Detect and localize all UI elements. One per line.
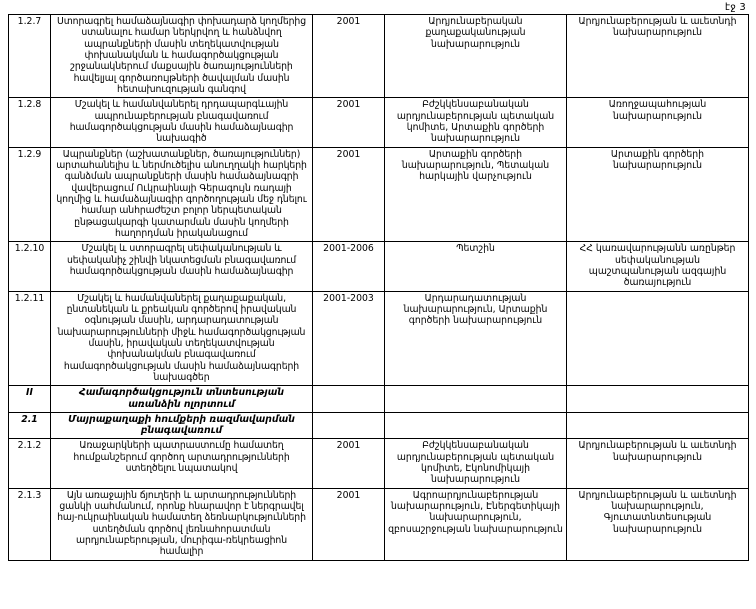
row-organization-secondary: Արդյունաբերության և աւետնդի նախարարություն, Գյուտատնտեսության նախարարություն [567,488,749,560]
table-row [9,291,749,386]
subsection-organization-primary [385,412,567,439]
row-organization-secondary: Արդյունաբերության և աւետնդի նախարարություն [567,15,749,98]
row-year: 2001-2006 [313,242,385,291]
row-year: 2001 [313,488,385,560]
row-number: 2.1.2 [9,439,51,488]
table-row [9,147,749,242]
row-organization-primary: Արդյունաբերական քաղաքականության նախարարություն [385,15,567,98]
table-section-row [9,386,749,413]
row-organization-secondary: Արտաքին գործերի նախարարություն [567,147,749,242]
row-description: Ստորագրել համաձայնագիր փոխադարձ կողմերից ստանալու համար ներկրվող և հանձնվող ապրանքների մասին տեղեկատվության փոխանակման և համագործակցության շրջանակներում մաքսային ծառայությունների հավելյալ գործառույթների ծավալման մասին հետախուզության գանգով [51,15,313,98]
row-organization-primary: Բժշկկենսաբանական արդյունաբերության պետական կոմիտե, Էկոնոմիկայի նախարարություն [385,439,567,488]
row-number: 1.2.8 [9,98,51,147]
row-description: Մշակել և համանվաներել քաղաքաքական, ընտանեկան և քրեական գործերով իրավական օգնության մասին, արդարադատության նախարարությունների միջև համագործակցության մասին, իրավական տեղեկատվության փոխանակման բնագավառում համագործակցության մասին համաձայնագրերի նախագծեր [51,291,313,386]
row-year: 2001 [313,439,385,488]
row-organization-secondary: ՀՀ կառավարությանն առընթեր սեփականության պաշտպանության ազգային ծառայություն [567,242,749,291]
row-organization-primary: Ագրոարդյունաբերության նախարարություն, Էներգետիկայի նախարարություն, զբոսաշրջության նախարարություն [385,488,567,560]
row-organization-primary: Արդարադատության նախարարություն, Արտաքին գործերի նախարարություն [385,291,567,386]
table-row [9,98,749,147]
row-description: Այն առաջային ճյուղերի և արտադրությունների ցանկի սահմանում, որոնք հնարավոր է ներգրավել հայ-ուկրաինական համատեղ ձեռնարկությունների ստեղծման գործով լեռնահորատման արդյունաբերության, մուրիգա-ռեկրեացիոն համալիր [51,488,313,560]
table-subsection-row [9,412,749,439]
subsection-year [313,412,385,439]
row-number: 1.2.7 [9,15,51,98]
table-body [9,15,749,561]
row-year: 2001 [313,147,385,242]
table-row [9,488,749,560]
row-year: 2001 [313,98,385,147]
row-number: 1.2.9 [9,147,51,242]
section-year [313,386,385,413]
subsection-organization-secondary [567,412,749,439]
table-row [9,439,749,488]
row-description: Առաջարկների պատրաստումը համատեղ հումքանշերում գործող արտադրությունների ստեղծելու նպատակով [51,439,313,488]
row-organization-primary: Պետշին [385,242,567,291]
row-description: Մշակել և ստորագրել սեփականության և սեփականիչ շինվի նկատեցման բնագավառում համագործակցության մասին համաձայնագիր [51,242,313,291]
page-number-label: էջ 3 [724,2,746,13]
row-description: Մշակել և համանվաներել դրդապարգևային ապրունաբերության բնագավառում համագործակցության մասին համաձայնագիր նախագիծ [51,98,313,147]
table-row [9,15,749,98]
row-number: 1.2.11 [9,291,51,386]
subsection-title: Մայրաքաղաքի հումքերի ռազմավարման բնագավառում [51,412,313,439]
table-row [9,242,749,291]
row-organization-primary: Արտաքին գործերի նախարարություն, Պետական հարկային վարչություն [385,147,567,242]
section-organization-primary [385,386,567,413]
action-plan-table [8,14,749,561]
section-number: II [9,386,51,413]
row-year: 2001 [313,15,385,98]
row-organization-secondary [567,291,749,386]
row-number: 1.2.10 [9,242,51,291]
row-number: 2.1.3 [9,488,51,560]
row-organization-secondary: Արդյունաբերության և աւետնդի նախարարություն [567,439,749,488]
row-year: 2001-2003 [313,291,385,386]
section-organization-secondary [567,386,749,413]
section-title: Համագործակցություն տնտեսության առանձին ոլորտում [51,386,313,413]
row-organization-primary: Բժշկկենսաբանական արդյունաբերության պետական կոմիտե, Արտաքին գործերի նախարարություն [385,98,567,147]
row-organization-secondary: Առողջապահության նախարարություն [567,98,749,147]
subsection-number: 2.1 [9,412,51,439]
row-description: Ապրանքներ (աշխատանքներ, ծառայություններ) արտահանելիս և ներմուծելիս անուղղակի հարկերի գանձման ապրանքների մասին համաձայնագրի վավերացում Ուկրաինայի Գերագույն ռադայի կողմից և համաձայնագիր գործողության մեջ դնելու համար անհրաժեշտ բոլոր ներպետական ընթացակարգի կատարման մասին կողմերի հաղորդման իրականացում [51,147,313,242]
